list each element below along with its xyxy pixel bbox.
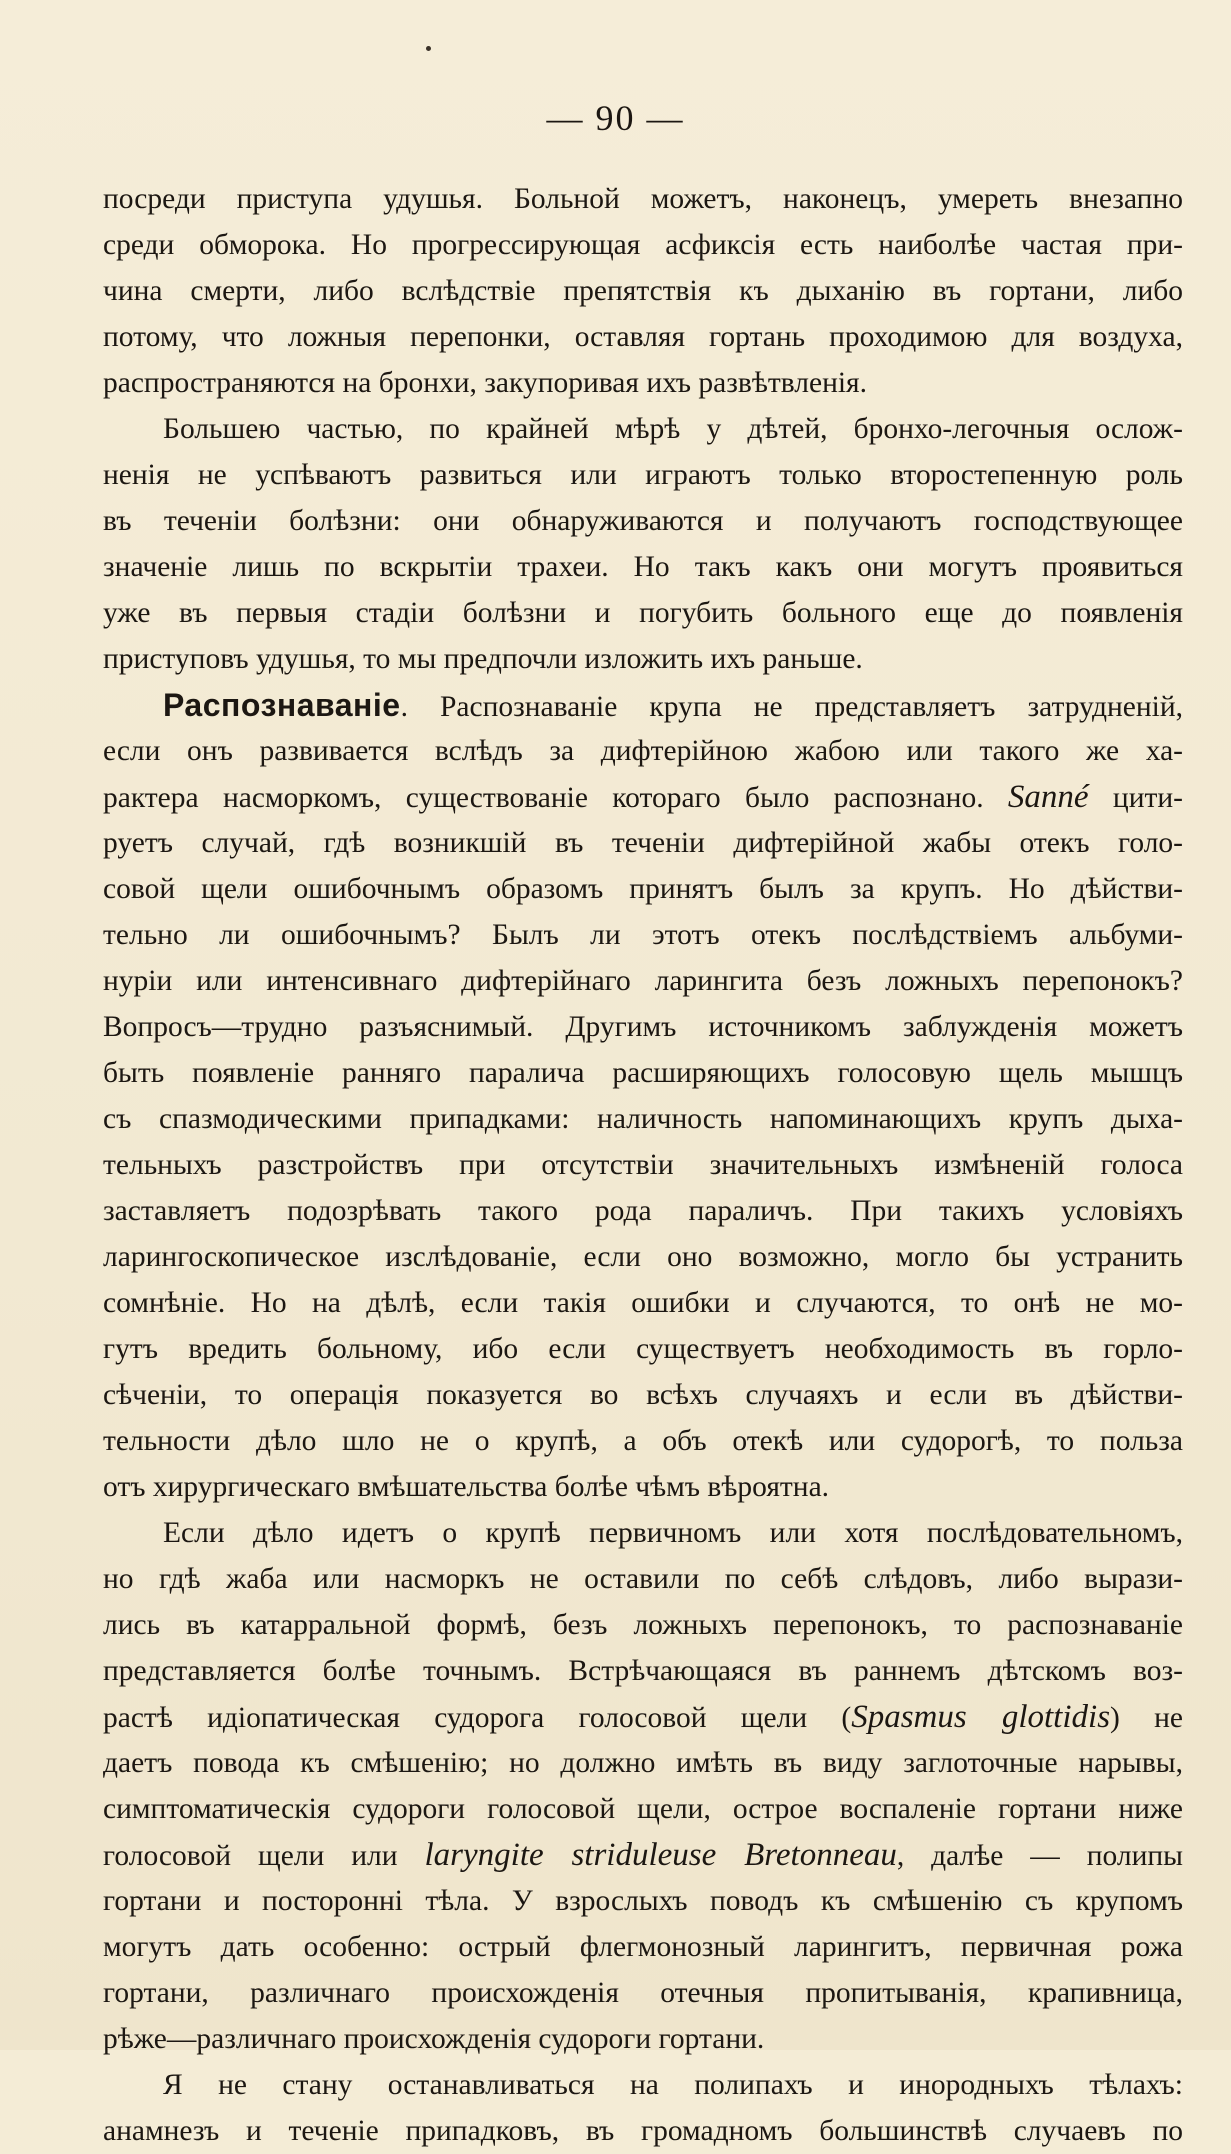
text-line: совой щели ошибочнымъ образомъ принятъ былъ за крупъ. Но дѣйстви- xyxy=(103,873,1183,905)
text-line xyxy=(103,774,1183,820)
text-line xyxy=(103,1832,1183,1878)
text-run: растѣ идіопатическая судорога голосовой щели ( xyxy=(103,1702,852,1734)
text-line: ларингоскопическое изслѣдованіе, если оно возможно, могло бы устранить xyxy=(103,1241,1183,1273)
text-line: гортани, различнаго происхожденія отечныя пропитыванія, крапивница, xyxy=(103,1977,1183,2009)
text-line: тельныхъ разстройствъ при отсутствіи значительныхъ измѣненій голоса xyxy=(103,1149,1183,1181)
text-line: потому, что ложныя перепонки, оставляя гортань проходимою для воздуха, xyxy=(103,321,1183,353)
text-line: Вопросъ—трудно разъяснимый. Другимъ источникомъ заблужденія можетъ xyxy=(103,1011,1183,1043)
text-run: , далѣе — полипы xyxy=(896,1840,1183,1872)
text-line: симптоматическія судороги голосовой щели, острое воспаленіе гортани ниже xyxy=(103,1793,1183,1825)
paragraph xyxy=(103,406,1183,682)
text-line: посреди приступа удушья. Больной можетъ, наконецъ, умереть внезапно xyxy=(103,183,1183,215)
text-line: чина смерти, либо вслѣдствіе препятствія къ дыханію въ гортани, либо xyxy=(103,275,1183,307)
text-line: тельности дѣло шло не о крупѣ, а объ отекѣ или судорогѣ, то польза xyxy=(103,1425,1183,1457)
text-line: распространяются на бронхи, закупоривая ихъ развѣтвленія. xyxy=(103,367,868,399)
latin-term: Spasmus glottidis xyxy=(851,1699,1111,1735)
text-run: ) не xyxy=(1110,1702,1183,1734)
body-text xyxy=(103,176,1183,2154)
page-number: — 90 — xyxy=(546,98,685,138)
text-line: если онъ развивается вслѣдъ за дифтерійною жабою или такого же ха- xyxy=(103,735,1183,767)
text-run: . Распознаваніе крупа не представляетъ затрудненій, xyxy=(400,691,1183,723)
text-line: значеніе лишь по вскрытіи трахеи. Но такъ какъ они могутъ проявиться xyxy=(103,551,1183,583)
text-line: Большею частью, по крайней мѣрѣ у дѣтей, бронхо-легочныя ослож- xyxy=(163,413,1183,445)
text-line: уже въ первыя стадіи болѣзни и погубить больного еще до появленія xyxy=(103,597,1183,629)
text-line: въ теченіи болѣзни: они обнаруживаются и получаютъ господствующее xyxy=(103,505,1183,537)
text-line: представляется болѣе точнымъ. Встрѣчающаяся въ раннемъ дѣтскомъ воз- xyxy=(103,1655,1183,1687)
text-line: нуріи или интенсивнаго дифтерійнаго ларингита безъ ложныхъ перепонокъ? xyxy=(103,965,1183,997)
text-line: быть появленіе ранняго паралича расширяющихъ голосовую щель мышцъ xyxy=(103,1057,1183,1089)
text-run: цити- xyxy=(1112,782,1183,814)
text-line: Если дѣло идетъ о крупѣ первичномъ или хотя послѣдовательномъ, xyxy=(163,1517,1183,1549)
text-line: гортани и посторонні тѣла. У взрослыхъ поводъ къ смѣшенію съ крупомъ xyxy=(103,1885,1183,1917)
text-line: анамнезъ и теченіе припадковъ, въ громадномъ большинствѣ случаевъ по xyxy=(103,2115,1183,2147)
text-line: но гдѣ жаба или насморкъ не оставили по себѣ слѣдовъ, либо вырази- xyxy=(103,1563,1183,1595)
text-line: приступовъ удушья, то мы предпочли изложить ихъ раньше. xyxy=(103,643,863,675)
text-line: лись въ катарральной формѣ, безъ ложныхъ перепонокъ, то распознаваніе xyxy=(103,1609,1183,1641)
text-line: среди обморока. Но прогрессирующая асфиксія есть наиболѣе частая при- xyxy=(103,229,1183,261)
text-line: съ спазмодическими припадками: наличность напоминающихъ крупъ дыха- xyxy=(103,1103,1183,1135)
text-line: заставляетъ подозрѣвать такого рода параличъ. При такихъ условіяхъ xyxy=(103,1195,1183,1227)
ink-speck xyxy=(426,46,431,51)
text-line: даетъ повода къ смѣшенію; но должно имѣть въ виду заглоточные нарывы, xyxy=(103,1747,1183,1779)
text-run: рактера насморкомъ, существованіе котораго было распознано. xyxy=(103,782,984,814)
paragraph-diagnosis xyxy=(103,682,1183,1510)
text-line: сомнѣніе. Но на дѣлѣ, если такія ошибки и случаются, то онѣ не мо- xyxy=(103,1287,1183,1319)
text-line: ненія не успѣваютъ развиться или играютъ только второстепенную роль xyxy=(103,459,1183,491)
paragraph xyxy=(103,176,1183,406)
text-line: сѣченіи, то операція показуется во всѣхъ случаяхъ и если въ дѣйстви- xyxy=(103,1379,1183,1411)
text-line: отъ хирургическаго вмѣшательства болѣе чѣмъ вѣроятна. xyxy=(103,1471,830,1503)
text-line: рѣже—различнаго происхожденія судороги гортани. xyxy=(103,2023,765,2055)
text-line: тельно ли ошибочнымъ? Былъ ли этотъ отекъ послѣдствіемъ альбуми- xyxy=(103,919,1183,951)
text-line: руетъ случай, гдѣ возникшій въ теченіи дифтерійной жабы отекъ голо- xyxy=(103,827,1183,859)
text-line: могутъ дать особенно: острый флегмонозный ларингитъ, первичная рожа xyxy=(103,1931,1183,1963)
text-line xyxy=(103,682,1183,728)
section-heading: Распознаваніе xyxy=(163,687,401,723)
text-run: голосовой щели или xyxy=(103,1840,398,1872)
paragraph xyxy=(103,1510,1183,2062)
text-line: гутъ вредить больному, ибо если существуетъ необходимость въ горло- xyxy=(103,1333,1183,1365)
paragraph xyxy=(103,2062,1183,2154)
text-line xyxy=(103,1694,1183,1740)
author-name: Sanné xyxy=(1007,779,1089,815)
text-line: Я не стану останавливаться на полипахъ и инородныхъ тѣлахъ: xyxy=(163,2069,1183,2101)
latin-term: laryngite striduleuse Bretonneau xyxy=(424,1837,897,1873)
